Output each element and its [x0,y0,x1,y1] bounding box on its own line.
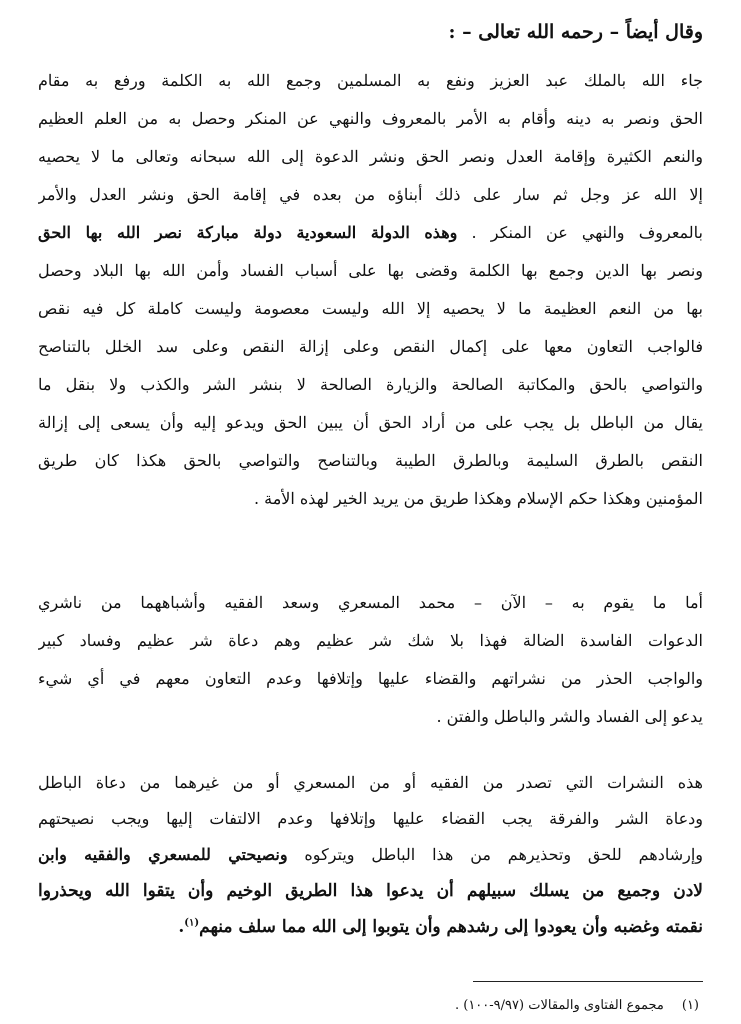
footnote-number: (١) [681,998,699,1013]
bold-text-line [38,909,703,945]
footnote-text: مجموع الفتاوى والمقالات (٩/٩٧-١٠٠) . [454,998,664,1013]
bold-text-run: ونصيحتي للمسعري والفقيه وابن [38,845,288,864]
paragraph-2 [38,584,703,736]
text-line [38,837,703,873]
text-line [38,214,703,252]
text-line: هذه النشرات التي تصدر من الفقيه أو من المسعري أو من غيرهما من دعاة الباطل [38,773,703,792]
text-run: وإرشادهم للحق وتحذيرهم من هذا الباطل ويتركوه [304,845,703,864]
text-run: بالمعروف والنهي عن المنكر . [471,223,703,242]
text-line: أما ما يقوم به – الآن – محمد المسعري وسعد الفقيه وأشباههما من ناشري [38,593,703,612]
text-line: والنعم الكثيرة وإقامة العدل ونصر الحق ونشر الدعوة إلى الله سبحانه وتعالى ما لا يحصيه [38,147,703,166]
text-line: الدعوات الفاسدة الضالة فهذا بلا شك شر عظيم وهم دعاة شر عظيم وفساد كبير [38,631,703,650]
text-line: يدعو إلى الفساد والشر والباطل والفتن . [436,707,703,726]
text-line: إلا الله عز وجل ثم سار على ذلك أبناؤه من بعده في إقامة الحق ونشر العدل والأمر [38,185,703,204]
text-line: والواجب الحذر من نشراتهم والقضاء عليها وإتلافها وعدم التعاون معهم في أي شيء [38,669,703,688]
text-line: فالواجب التعاون معها على إكمال النقص وعلى إزالة النقص وعلى سد الخلل بالتناصح [38,337,703,356]
paragraph-1 [38,62,703,518]
bold-text-run: وهذه الدولة السعودية دولة مباركة نصر الله بها الحق [38,223,458,242]
text-line: النقص بالطرق السليمة وبالطرق الطيبة وبالتناصح والتواصي بالحق هكذا كان طريق [38,451,703,470]
bold-text-line: لادن وجميع من يسلك سبيلهم أن يدعوا هذا الطريق الوخيم وأن يتقوا الله ويحذروا [38,881,703,901]
text-line: والتواصي بالحق والمكاتبة الصالحة والزيارة الصالحة لا بنشر الشر والكذب ولا بنقل ما [38,375,703,394]
document-page [38,12,703,1016]
end-punctuation: . [178,917,185,937]
text-line: يقال من الباطل بل يجب على من أراد الحق أن يبين الحق ويدعو إليه وأن يسعى إلى إزالة [38,413,703,432]
footnote-marker[interactable]: (١) [184,917,200,929]
text-line: الحق ونصر به دينه وأقام به الأمر بالمعروف والنهي عن المنكر وحصل به من العلم العظيم [38,109,703,128]
text-line: المؤمنين وهكذا حكم الإسلام وهكذا طريق من يريد الخير لهذه الأمة . [253,489,703,508]
section-heading: وقال أيضاً – رحمه الله تعالى – : [448,21,703,43]
footnote [455,995,699,1017]
text-run: نقمته وغضبه وأن يعودوا إلى رشدهم وأن يتوبوا إلى الله مما سلف منهم [199,917,703,937]
text-line: جاء الله بالملك عبد العزيز ونفع به المسلمين وجمع الله به الكلمة ورفع به مقام [38,71,703,90]
footnote-divider [473,981,703,982]
text-line: بها من النعم العظيمة ما لا يحصيه إلا الله وليست معصومة وليست كاملة كل فيه نقص [38,299,703,318]
text-line: ونصر بها الدين وجمع بها الكلمة وقضى بها على أسباب الفساد وأمن الله بها البلاد وحصل [38,261,703,280]
paragraph-3 [38,765,703,945]
text-line: ودعاة الشر والفرقة يجب القضاء عليها وإتلافها وعدم الالتفات إليها ويجب نصيحتهم [38,809,703,828]
